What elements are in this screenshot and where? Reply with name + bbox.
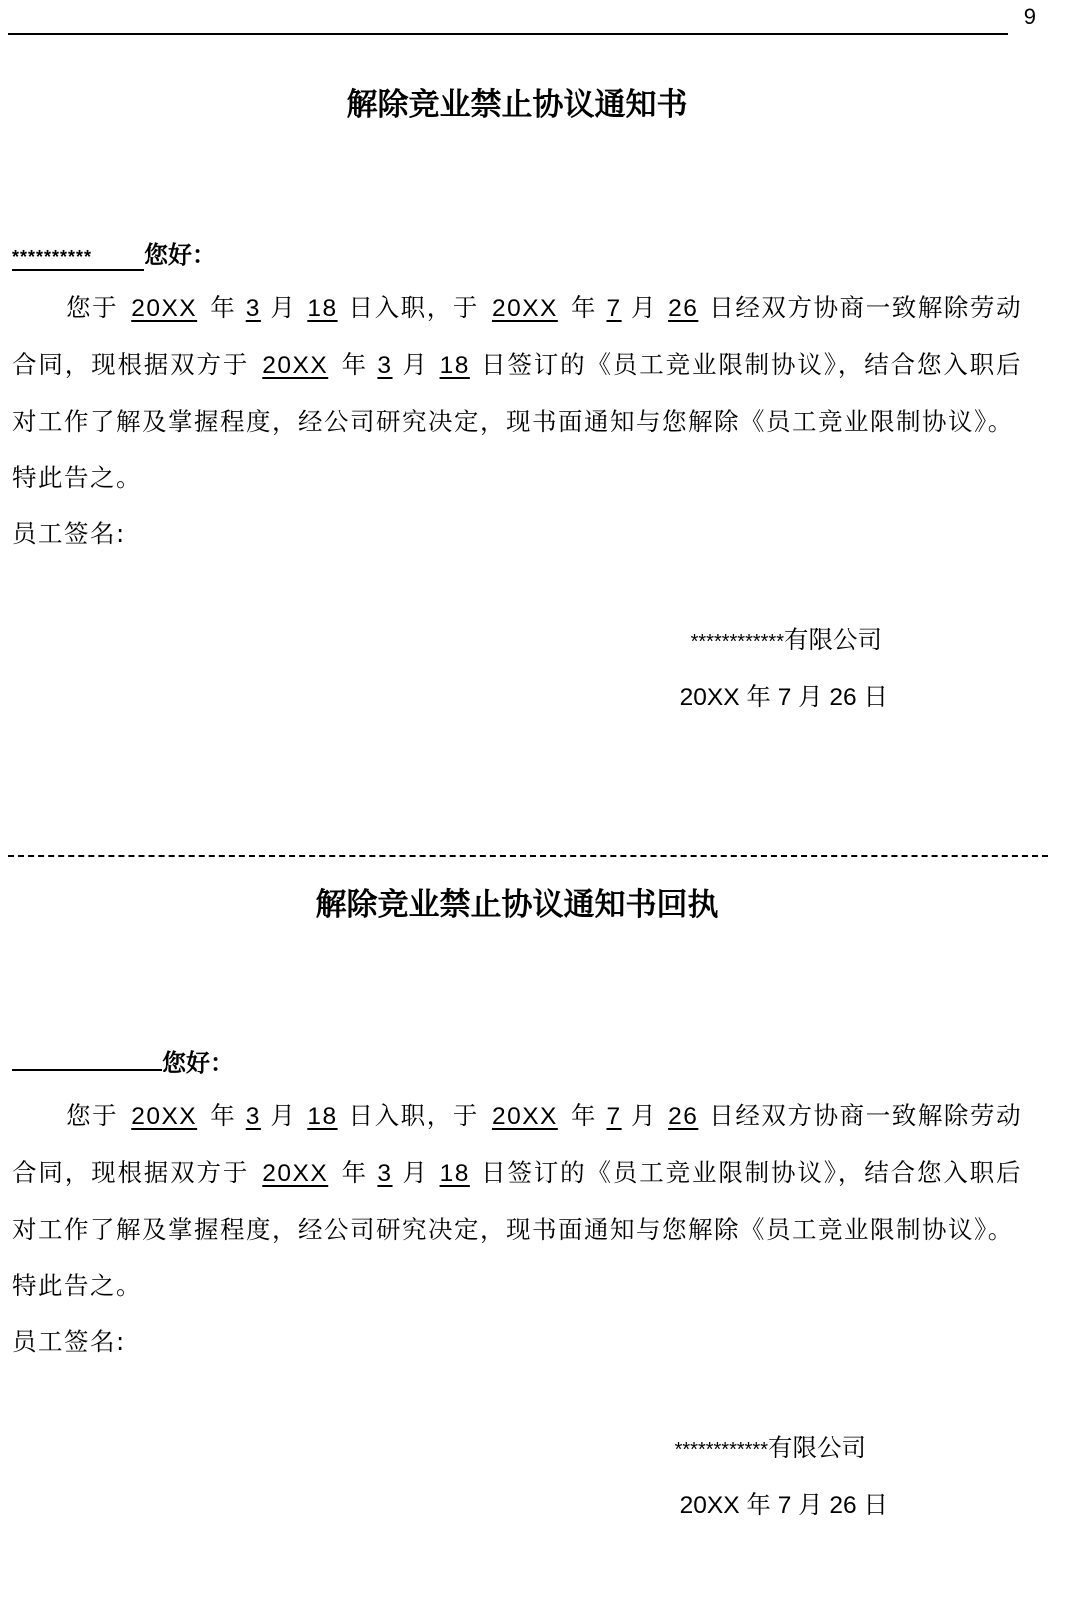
- notice-date: 20XX 年 7 月 26 日: [679, 684, 888, 711]
- text: 月: [270, 1101, 297, 1130]
- text: 您于: [66, 293, 119, 322]
- text: 年: [210, 1101, 237, 1130]
- sign-year: 20XX: [262, 1160, 329, 1187]
- company-suffix: 有限公司: [784, 625, 882, 654]
- notice-body: [12, 280, 1022, 450]
- text: 日签订的《员工竞业限制协议》，结合您入职后对工作了解及掌握程度，经公司研究决定，现书面通知与您解除《员工竞业限制协议》。: [12, 350, 1023, 436]
- receipt-signoff: [12, 1420, 1022, 1534]
- receipt-company: [12, 1420, 1022, 1478]
- text: 日经双方协商一致解除劳动合同，现根据双方于: [12, 293, 1023, 379]
- receipt-signature-label: 员工签名:: [12, 1327, 126, 1356]
- join-year: 20XX: [131, 295, 198, 322]
- notice-signature-label: 员工签名:: [12, 519, 126, 548]
- sign-day: 18: [439, 352, 470, 379]
- text: 月: [401, 350, 429, 379]
- receipt-section: [12, 880, 1022, 1534]
- receipt-title: 解除竞业禁止协议通知书回执: [315, 887, 719, 923]
- join-year: 20XX: [131, 1103, 198, 1130]
- text: 年: [341, 350, 368, 379]
- company-stars: ************: [674, 1439, 768, 1461]
- notice-title: 解除竞业禁止协议通知书: [346, 87, 688, 123]
- notice-recipient-name: **********: [12, 245, 144, 271]
- join-day: 18: [307, 295, 338, 322]
- text: 日入职，于: [348, 1101, 479, 1130]
- page-number: 9: [1023, 4, 1036, 29]
- text: 月: [401, 1158, 429, 1187]
- sign-month: 3: [377, 1160, 393, 1187]
- receipt-greeting: 您好：: [162, 1048, 234, 1077]
- text: 月: [631, 293, 658, 322]
- receipt-date: 20XX 年 7 月 26 日: [679, 1492, 888, 1519]
- receipt-recipient-name: [12, 1045, 162, 1071]
- notice-salutation: [12, 230, 1022, 280]
- text: 年: [570, 1101, 598, 1130]
- company-stars: ************: [690, 631, 784, 653]
- text: 日签订的《员工竞业限制协议》，结合您入职后对工作了解及掌握程度，经公司研究决定，现书面通知与您解除《员工竞业限制协议》。: [12, 1158, 1023, 1244]
- join-day: 18: [307, 1103, 338, 1130]
- text: 日入职，于: [348, 293, 479, 322]
- receipt-salutation: [12, 1038, 1022, 1088]
- text: 您于: [66, 1101, 119, 1130]
- text: 月: [270, 293, 297, 322]
- receipt-closing: 特此告之。: [12, 1271, 142, 1300]
- text: 日经双方协商一致解除劳动合同，现根据双方于: [12, 1101, 1023, 1187]
- text: 月: [631, 1101, 658, 1130]
- notice-greeting: 您好：: [144, 240, 216, 269]
- end-day: 26: [668, 295, 699, 322]
- join-month: 3: [245, 1103, 261, 1130]
- company-suffix: 有限公司: [768, 1433, 866, 1462]
- join-month: 3: [245, 295, 261, 322]
- sign-month: 3: [377, 352, 393, 379]
- receipt-body: [12, 1088, 1022, 1258]
- text: 年: [570, 293, 598, 322]
- notice-signoff: [12, 612, 1022, 726]
- header-rule: [8, 33, 1008, 35]
- sign-day: 18: [439, 1160, 470, 1187]
- text: 年: [210, 293, 237, 322]
- sign-year: 20XX: [262, 352, 329, 379]
- end-month: 7: [606, 1103, 622, 1130]
- end-year: 20XX: [491, 295, 558, 322]
- end-day: 26: [668, 1103, 699, 1130]
- notice-closing: 特此告之。: [12, 463, 142, 492]
- text: 年: [341, 1158, 368, 1187]
- end-year: 20XX: [491, 1103, 558, 1130]
- end-month: 7: [606, 295, 622, 322]
- cut-line: [8, 855, 1048, 857]
- notice-section: [12, 80, 1022, 726]
- notice-company: [12, 612, 1022, 670]
